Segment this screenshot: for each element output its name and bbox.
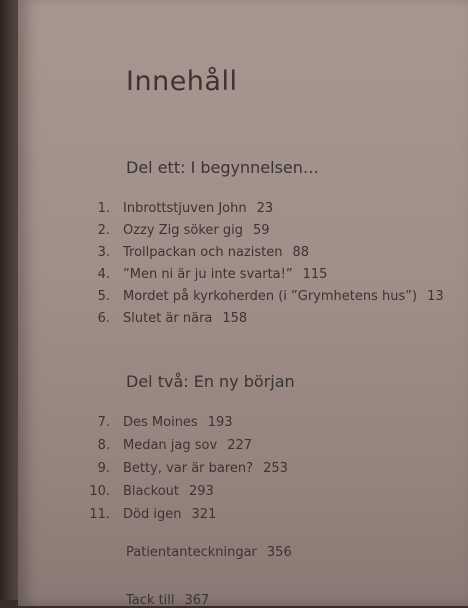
page-title: Innehåll <box>126 66 238 97</box>
chapter-number: 10. <box>89 484 110 499</box>
chapter-title: Ozzy Zig söker gig <box>123 223 243 238</box>
chapter-number: 11. <box>89 507 110 522</box>
chapter-title: Blackout <box>123 484 179 499</box>
chapter-number: 3. <box>97 245 110 260</box>
page-number: 59 <box>253 223 270 238</box>
page-number: 23 <box>256 201 274 216</box>
page-number: 115 <box>302 267 328 282</box>
page-number: 253 <box>263 461 288 476</box>
chapter-title: Des Moines <box>123 415 198 430</box>
page-number: 321 <box>191 507 217 522</box>
part-two-heading: Del två: En ny början <box>126 372 295 391</box>
book-page <box>18 0 468 606</box>
toc-entry-notes <box>126 545 292 560</box>
chapter-number: 2. <box>97 223 110 238</box>
page-number: 293 <box>189 484 214 499</box>
page-number: 227 <box>227 438 253 453</box>
page-number: 367 <box>184 593 210 608</box>
chapter-title: Mordet på kyrkoherden (i ”Grymhetens hus”) <box>123 289 418 304</box>
page-number: 193 <box>207 415 233 430</box>
chapter-number: 9. <box>97 461 110 476</box>
chapter-number: 4. <box>97 267 110 282</box>
part-one-heading: Del ett: I begynnelsen… <box>126 158 319 177</box>
chapter-title: ”Men ni är ju inte svarta!” <box>123 267 293 282</box>
page-number: 158 <box>222 311 248 326</box>
chapter-title: Trollpackan och nazisten <box>123 245 283 260</box>
chapter-title: Inbrottstjuven John <box>123 201 247 216</box>
chapter-number: 5. <box>97 289 110 304</box>
chapter-title: Död igen <box>123 507 182 522</box>
chapter-number: 7. <box>97 415 110 430</box>
chapter-number: 1. <box>97 201 110 216</box>
chapter-title: Betty, var är baren? <box>123 461 254 476</box>
page-number: 88 <box>292 245 310 260</box>
toc-entry-cut-off <box>126 593 209 608</box>
chapter-number: 8. <box>97 438 110 453</box>
cut-off-title: Tack till <box>126 593 175 608</box>
chapter-title: Medan jag sov <box>123 438 218 453</box>
chapter-number: 6. <box>97 311 110 326</box>
page-number: 356 <box>266 545 292 560</box>
notes-title: Patientanteckningar <box>126 545 257 560</box>
page-number: 13 <box>427 289 444 304</box>
chapter-title: Slutet är nära <box>123 311 213 326</box>
